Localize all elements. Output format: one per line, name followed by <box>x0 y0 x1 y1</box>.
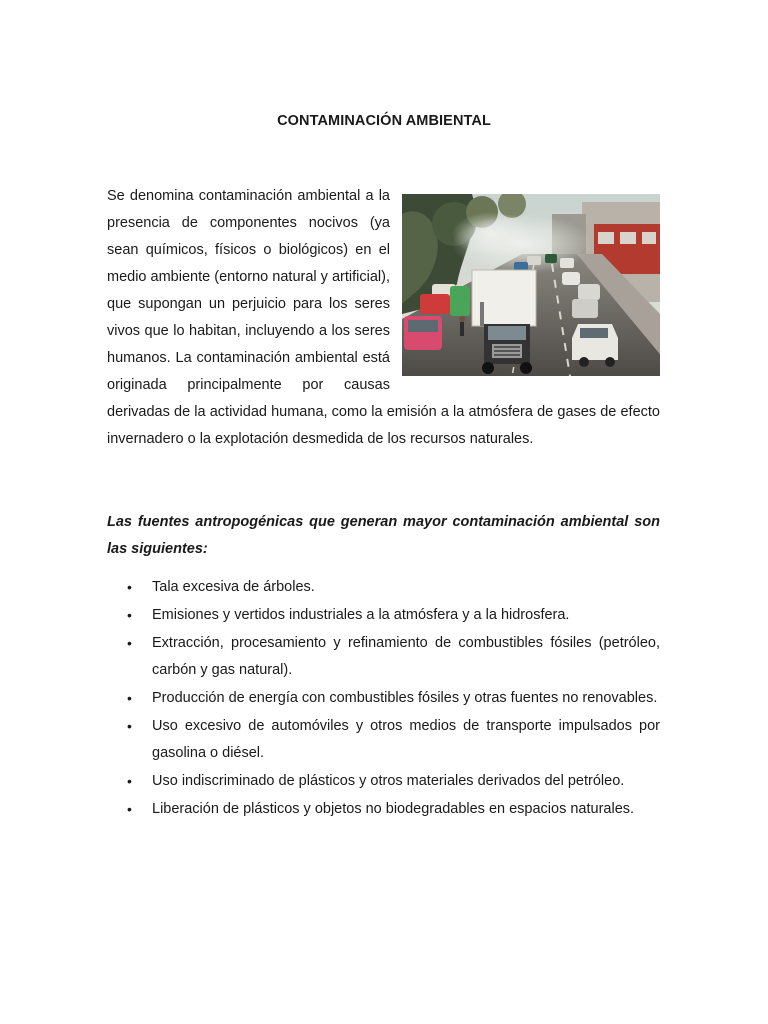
list-item <box>107 602 660 629</box>
bullet-icon: • <box>127 635 132 651</box>
list-item <box>107 685 660 712</box>
list-item-text: Liberación de plásticos y objetos no biodegradables en espacios naturales. <box>152 801 635 817</box>
traffic-pollution-photo <box>402 194 660 376</box>
bullet-icon: • <box>127 801 132 817</box>
list-item-text: Tala excesiva de árboles. <box>152 579 315 595</box>
bullet-icon: • <box>127 718 132 734</box>
list-item-text: Uso indiscriminado de plásticos y otros materiales derivados del petróleo. <box>152 773 625 789</box>
intro-paragraph <box>107 183 660 453</box>
list-item <box>107 630 660 684</box>
list-item <box>107 713 660 767</box>
bullet-icon: • <box>127 690 132 706</box>
bullet-icon: • <box>127 773 132 789</box>
list-item-text: Extracción, procesamiento y refinamiento de combustibles fósiles (petróleo, carbón y gas natural). <box>152 635 660 678</box>
sources-list <box>107 574 660 824</box>
document-title: CONTAMINACIÓN AMBIENTAL <box>277 113 491 129</box>
sources-heading: Las fuentes antropogénicas que generan mayor contaminación ambiental son las siguientes: <box>107 514 660 557</box>
list-item <box>107 574 660 601</box>
list-item-text: Producción de energía con combustibles fósiles y otras fuentes no renovables. <box>152 690 658 706</box>
list-item-text: Uso excesivo de automóviles y otros medios de transporte impulsados por gasolina o diésel. <box>152 718 660 761</box>
bullet-icon: • <box>127 607 132 623</box>
list-item <box>107 796 660 823</box>
list-item-text: Emisiones y vertidos industriales a la atmósfera y a la hidrosfera. <box>152 607 570 623</box>
intro-text: Se denomina contaminación ambiental a la presencia de componentes nocivos (ya sean químicos, físicos o biológicos) en el medio ambiente (entorno natural y artificial), que supongan un perjuicio para los seres vivos que lo habitan, incluyendo a los seres humanos. La contaminación ambiental está originada principalmente por causas derivadas de la actividad humana, como la emisión a la atmósfera de gases de efecto invernadero o la explotación desmedida de los recursos naturales. <box>107 188 660 447</box>
bullet-icon: • <box>127 579 132 595</box>
list-item <box>107 768 660 795</box>
